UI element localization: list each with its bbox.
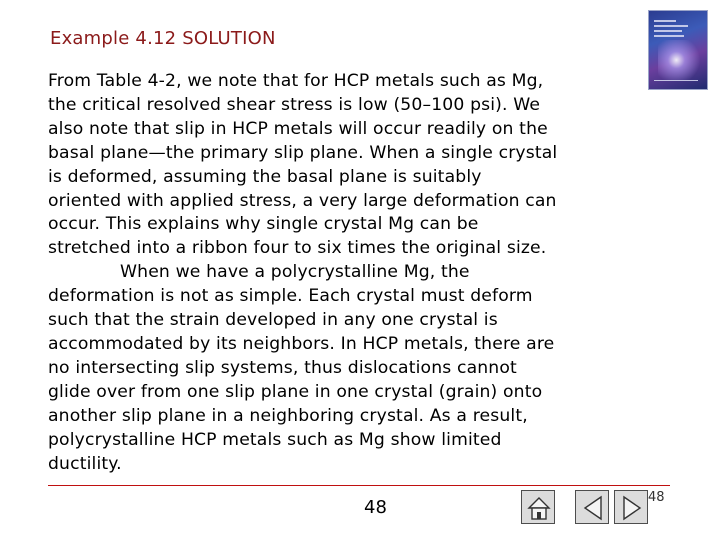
home-icon <box>522 491 556 525</box>
page-number: 48 <box>364 497 387 518</box>
text-line: When we have a polycrystalline Mg, the <box>120 262 470 283</box>
home-button[interactable] <box>521 490 555 524</box>
footer-divider <box>48 485 670 486</box>
text-line: oriented with applied stress, a very large deformation can <box>48 190 557 211</box>
text-line: basal plane—the primary slip plane. When a single crystal <box>48 142 558 163</box>
solution-text <box>48 70 648 476</box>
slide-corner-number: 48 <box>648 490 665 505</box>
text-line: occur. This explains why single crystal Mg can be <box>48 214 479 235</box>
text-line: ductility. <box>48 453 122 474</box>
text-line: another slip plane in a neighboring crystal. As a result, <box>48 405 528 426</box>
text-line: deformation is not as simple. Each crystal must deform <box>48 286 533 307</box>
next-button[interactable] <box>614 490 648 524</box>
text-line: accommodated by its neighbors. In HCP metals, there are <box>48 333 555 354</box>
text-line: glide over from one slip plane in one crystal (grain) onto <box>48 381 543 402</box>
triangle-left-icon <box>576 491 610 525</box>
text-line: the critical resolved shear stress is low (50–100 psi). We <box>48 94 541 115</box>
text-line: From Table 4-2, we note that for HCP metals such as Mg, <box>48 71 544 91</box>
previous-button[interactable] <box>575 490 609 524</box>
text-line: no intersecting slip systems, thus dislocations cannot <box>48 357 517 378</box>
text-line: also note that slip in HCP metals will occur readily on the <box>48 118 548 139</box>
book-cover-thumbnail <box>648 10 708 90</box>
slide-title: Example 4.12 SOLUTION <box>50 28 276 49</box>
text-line: such that the strain developed in any one crystal is <box>48 310 498 331</box>
text-line: is deformed, assuming the basal plane is suitably <box>48 166 482 187</box>
text-line: polycrystalline HCP metals such as Mg show limited <box>48 429 502 450</box>
triangle-right-icon <box>615 491 649 525</box>
text-line: stretched into a ribbon four to six times the original size. <box>48 238 547 259</box>
